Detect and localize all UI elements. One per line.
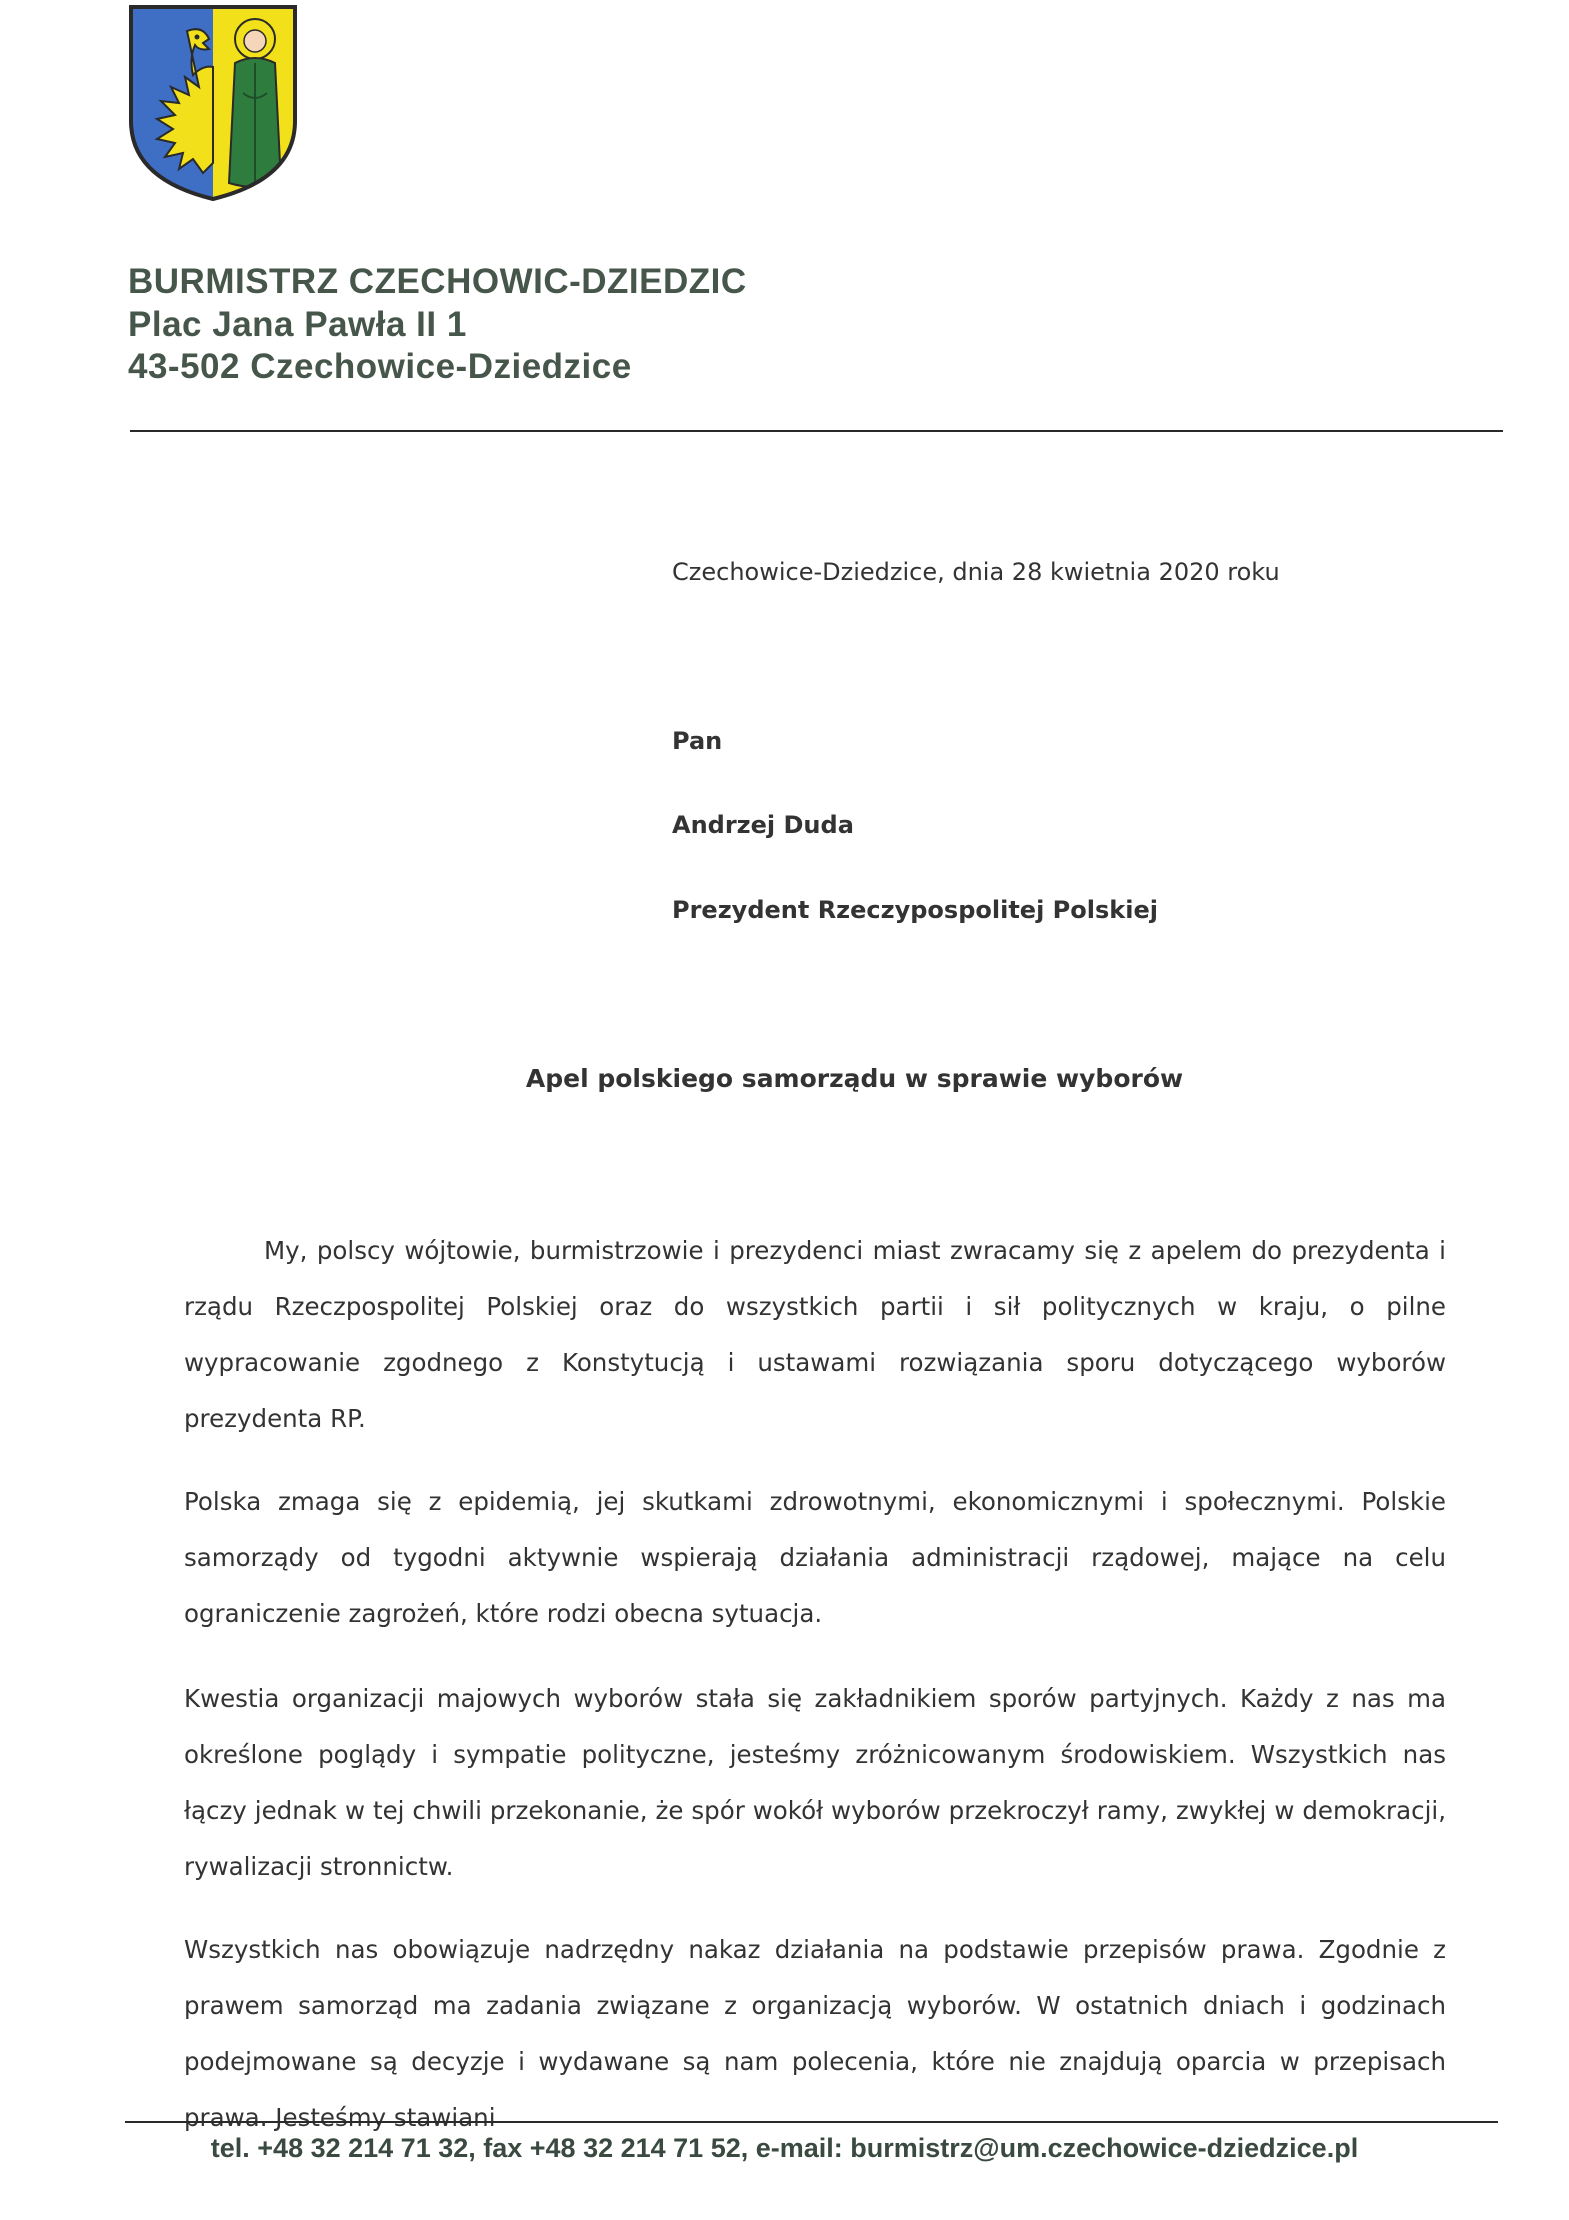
header-office: BURMISTRZ CZECHOWIC-DZIEDZIC	[128, 262, 747, 301]
body-paragraph-2: Polska zmaga się z epidemią, jej skutkami zdrowotnymi, ekonomicznymi i społecznymi. Polskie samorządy od tygodni aktywnie wspierają działania administracji rządowej, mające na celu ograniczenie zagrożeń, które rodzi obecna sytuacja.	[184, 1487, 1446, 1628]
addressee-name: Andrzej Duda	[672, 811, 854, 839]
footer-contact: tel. +48 32 214 71 32, fax +48 32 214 71 52, e-mail: burmistrz@um.czechowice-dziedzice.pl	[210, 2133, 1359, 2163]
addressee-title: Prezydent Rzeczypospolitej Polskiej	[672, 896, 1158, 924]
header-divider	[130, 430, 1503, 432]
date-line: Czechowice-Dziedzice, dnia 28 kwietnia 2020 roku	[672, 558, 1280, 586]
body-paragraph-3: Kwestia organizacji majowych wyborów stała się zakładnikiem sporów partyjnych. Każdy z nas ma określone poglądy i sympatie polityczne, jesteśmy zróżnicowanym środowiskiem. Wszystkich nas łączy jednak w tej chwili przekonanie, że spór wokół wyborów przekroczył ramy, zwykłej w demokracji, rywalizacji stronnictw.	[184, 1684, 1446, 1881]
body-paragraph-4: Wszystkich nas obowiązuje nadrzędny nakaz działania na podstawie przepisów prawa. Zgodnie z prawem samorząd ma zadania związane z organizacją wyborów. W ostatnich dniach i godzinach podejmowane są decyzje i wydawane są nam polecenia, które nie znajdują oparcia w przepisach prawa. Jesteśmy stawiani	[184, 1935, 1446, 2132]
coat-of-arms-icon	[127, 3, 299, 203]
body-paragraph-1: My, polscy wójtowie, burmistrzowie i prezydenci miast zwracamy się z apelem do prezydenta i rządu Rzeczpospolitej Polskiej oraz do wszystkich partii i sił politycznych w kraju, o pilne wypracowanie zgodnego z Konstytucją i ustawami rozwiązania sporu dotyczącego wyborów prezydenta RP.	[184, 1236, 1446, 1433]
header-street: Plac Jana Pawła II 1	[128, 305, 467, 344]
header-city: 43-502 Czechowice-Dziedzice	[128, 347, 632, 386]
addressee-salutation: Pan	[672, 727, 723, 755]
footer-divider	[125, 2121, 1498, 2123]
letter-subject: Apel polskiego samorządu w sprawie wyborów	[525, 1064, 1184, 1093]
